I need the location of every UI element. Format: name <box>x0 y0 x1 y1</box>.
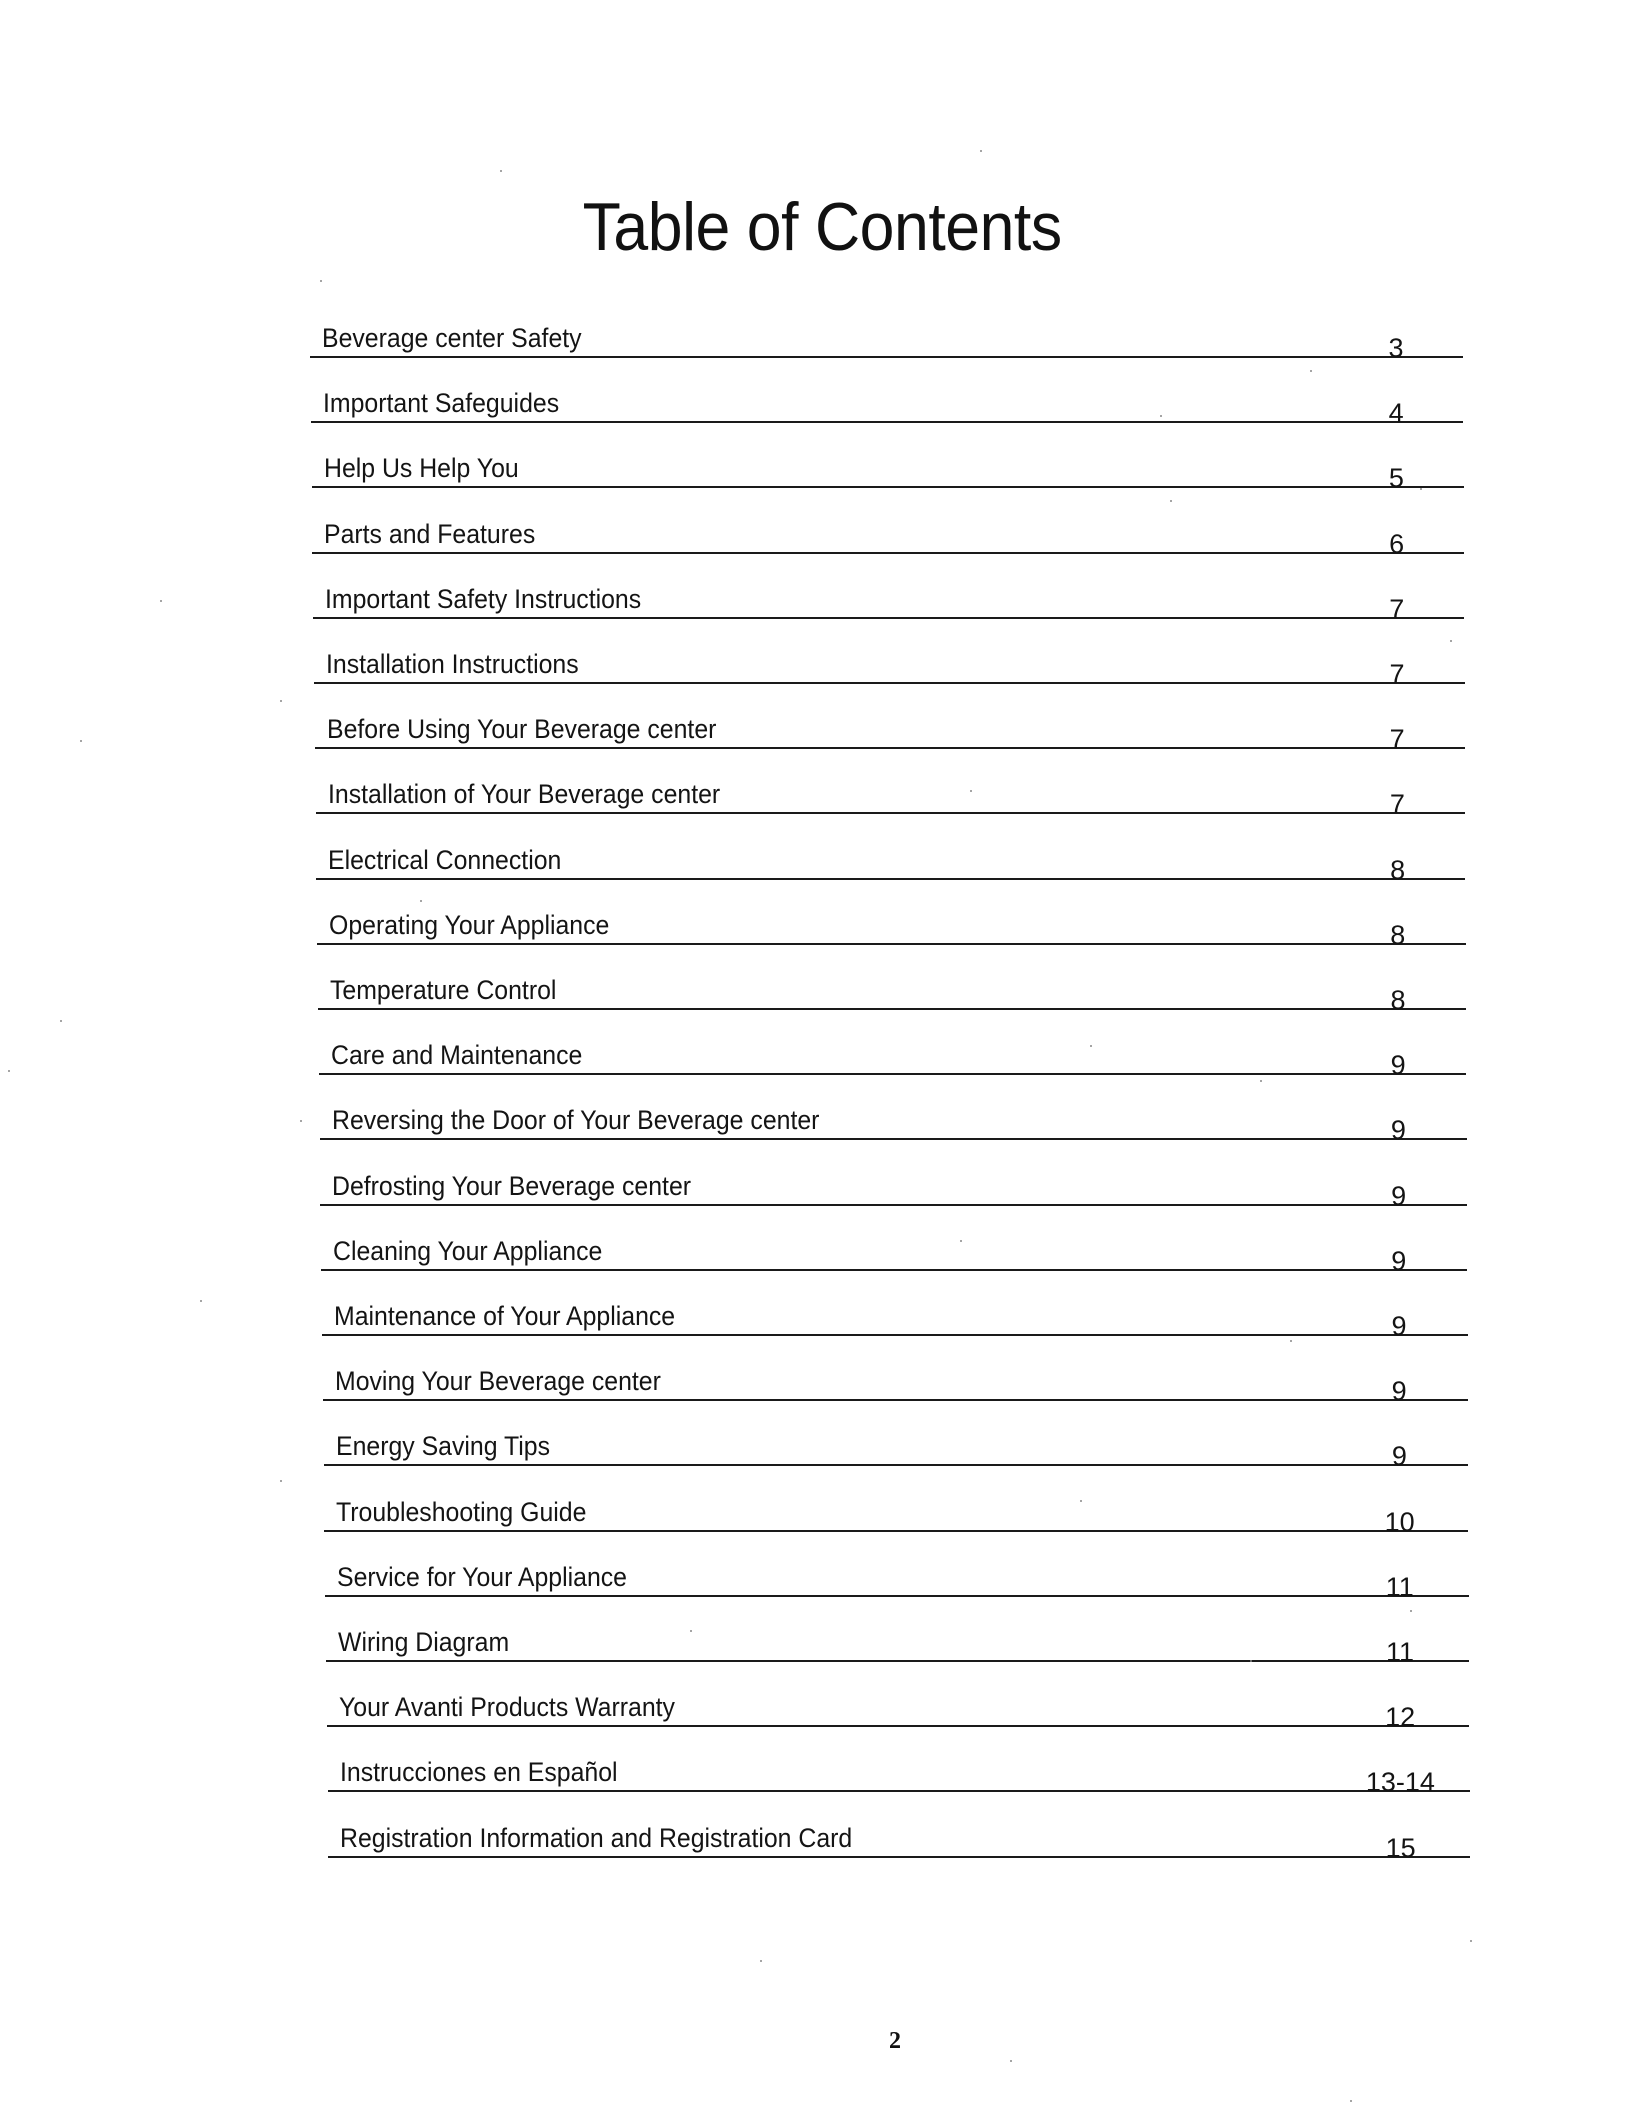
toc-entry <box>321 1229 1467 1276</box>
speck <box>420 900 422 902</box>
toc-entry <box>328 1750 1470 1797</box>
toc-entry-label: Operating Your Appliance <box>329 910 610 940</box>
speck <box>690 1630 692 1632</box>
toc-entry-page: 7 <box>1389 724 1405 754</box>
toc-entry <box>323 1359 1468 1406</box>
speck <box>1080 1500 1082 1502</box>
toc-entry <box>317 903 1466 950</box>
toc-entry-page: 9 <box>1391 1246 1407 1276</box>
toc-entry-page: 15 <box>1385 1833 1416 1863</box>
speck <box>1250 1660 1252 1662</box>
speck <box>1160 415 1162 417</box>
speck <box>320 280 322 282</box>
speck <box>970 790 972 792</box>
speck <box>1420 488 1422 490</box>
toc-entry-page: 7 <box>1389 594 1405 624</box>
speck <box>60 1020 62 1022</box>
speck <box>760 1960 762 1962</box>
toc-entry <box>310 316 1463 363</box>
speck <box>1170 500 1172 502</box>
toc-entry <box>312 446 1464 493</box>
toc-entry-label: Installation Instructions <box>326 649 579 679</box>
toc-entry-label: Defrosting Your Beverage center <box>332 1171 692 1201</box>
toc-entry-label: Troubleshooting Guide <box>336 1497 587 1527</box>
speck <box>8 1070 10 1072</box>
speck <box>1450 640 1452 642</box>
speck <box>980 150 982 152</box>
speck <box>500 170 502 172</box>
speck <box>1410 1610 1412 1612</box>
speck <box>80 740 82 742</box>
toc-entry <box>314 642 1465 689</box>
toc-entry <box>316 838 1465 885</box>
toc-entry-label: Installation of Your Beverage center <box>328 779 721 809</box>
toc-entry-page: 8 <box>1390 920 1406 950</box>
toc-entry <box>316 772 1465 819</box>
toc-entry-label: Before Using Your Beverage center <box>327 714 717 744</box>
toc-entry <box>313 577 1464 624</box>
toc-entry-page: 6 <box>1389 529 1405 559</box>
toc-entry-page: 8 <box>1390 855 1406 885</box>
toc-entry-page: 13-14 <box>1365 1767 1435 1797</box>
speck <box>1260 1080 1262 1082</box>
toc-entry-page: 9 <box>1390 1115 1406 1145</box>
toc-entry-page: 11 <box>1385 1637 1415 1667</box>
speck <box>1350 2100 1352 2102</box>
toc-entry <box>327 1685 1469 1732</box>
speck <box>1010 2060 1012 2062</box>
toc-entry-label: Reversing the Door of Your Beverage center <box>332 1105 820 1135</box>
toc-entry-label: Important Safety Instructions <box>325 584 642 614</box>
toc-entry-page: 9 <box>1391 1441 1407 1471</box>
page-title: Table of Contents <box>582 189 1062 265</box>
toc-entry-label: Your Avanti Products Warranty <box>339 1692 675 1722</box>
toc-entry-page: 9 <box>1391 1181 1407 1211</box>
speck <box>1290 1340 1292 1342</box>
toc-entry-page: 3 <box>1388 333 1404 363</box>
speck <box>960 1240 962 1242</box>
toc-entry-label: Wiring Diagram <box>338 1627 510 1657</box>
toc-entry <box>324 1490 1468 1537</box>
toc-entry-label: Maintenance of Your Appliance <box>334 1301 676 1331</box>
speck <box>1310 370 1312 372</box>
toc-entry-label: Beverage center Safety <box>322 323 582 353</box>
speck <box>280 700 282 702</box>
toc-entry-page: 7 <box>1389 659 1405 689</box>
toc-entry <box>324 1424 1468 1471</box>
toc-entry <box>319 1033 1466 1080</box>
toc-entry-label: Important Safeguides <box>323 388 560 418</box>
toc-entry-page: 8 <box>1390 985 1406 1015</box>
toc-entry <box>320 1164 1467 1211</box>
toc-entry <box>326 1620 1469 1667</box>
toc-entry-page: 7 <box>1389 789 1405 819</box>
toc-entry <box>312 512 1464 559</box>
speck <box>1090 1045 1092 1047</box>
toc-entry <box>322 1294 1468 1341</box>
toc-entry-label: Help Us Help You <box>324 453 519 483</box>
toc-entry-page: 9 <box>1390 1050 1406 1080</box>
toc-entry <box>328 1816 1470 1863</box>
toc-entry-label: Service for Your Appliance <box>337 1562 628 1592</box>
toc-entry-label: Care and Maintenance <box>331 1040 583 1070</box>
toc-entry-label: Electrical Connection <box>328 845 562 875</box>
page-number: 2 <box>889 2028 901 2054</box>
toc-entry <box>318 968 1466 1015</box>
toc-entry-page: 5 <box>1388 463 1404 493</box>
toc-entry <box>325 1555 1469 1602</box>
toc-entry-label: Registration Information and Registration Card <box>340 1823 853 1853</box>
toc-entry-page: 9 <box>1391 1311 1407 1341</box>
toc-entry-label: Parts and Features <box>324 519 536 549</box>
toc-entry-label: Cleaning Your Appliance <box>333 1236 603 1266</box>
speck <box>300 1120 302 1122</box>
speck <box>200 1300 202 1302</box>
toc-entry <box>311 381 1463 428</box>
toc-entry-page: 11 <box>1385 1572 1414 1602</box>
speck <box>1470 1940 1472 1942</box>
toc-entry-label: Instrucciones en Español <box>340 1757 618 1787</box>
toc-entry-label: Energy Saving Tips <box>336 1431 551 1461</box>
speck <box>160 600 162 602</box>
toc-entry-page: 10 <box>1384 1507 1415 1537</box>
toc-entry-page: 4 <box>1388 398 1404 428</box>
toc-entry <box>315 707 1465 754</box>
toc-entry-label: Moving Your Beverage center <box>335 1366 661 1396</box>
speck <box>280 1480 282 1482</box>
toc-entry-label: Temperature Control <box>330 975 557 1005</box>
toc-entry <box>320 1098 1467 1145</box>
toc-entry-page: 9 <box>1391 1376 1407 1406</box>
toc-entry-page: 12 <box>1385 1702 1416 1732</box>
